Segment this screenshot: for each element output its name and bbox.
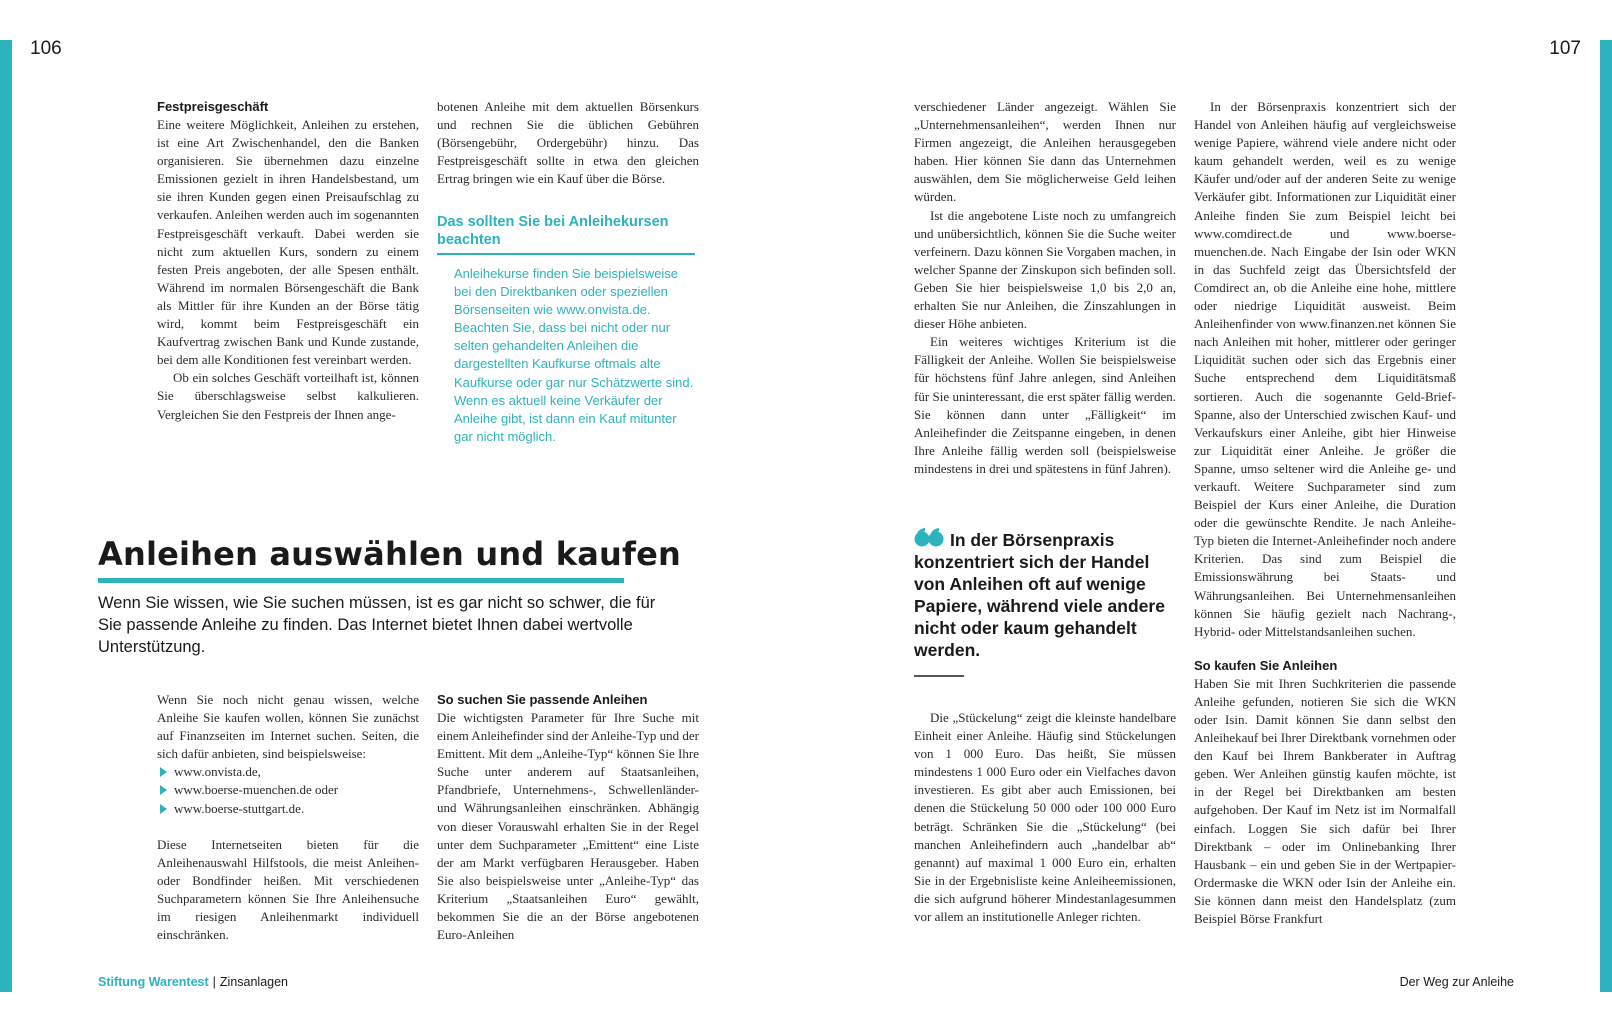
paragraph: Diese Internetseiten bieten für die Anleihenauswahl Hilfstools, die meist Anleihen- oder Bondfinder heißen. Mit verschiedenen Suchparametern können Sie Ihre Anleihensuche im riesigen Anleihenmarkt individuell einschränken.: [157, 836, 419, 943]
website-list-item: www.boerse-muenchen.de oder: [157, 781, 419, 799]
website-list-item: www.boerse-stuttgart.de.: [157, 800, 419, 818]
paragraph: In der Börsenpraxis konzentriert sich der Handel von Anleihen häufig auf vergleichsweise wenige Papiere, während viele andere nicht oder kaum gehandelt werden, weil es zu wenige Käufer und/oder auf der anderen Seite zu wenige Verkäufer gibt. Informationen zur Liquidität einer Anleihe finden Sie zum Beispiel leicht bei www.comdirect.de und www.boerse-muenchen.de. Nach Eingabe der Isin oder WKN in das Suchfeld zeigt das Übersichtsfeld der Comdirect an, ob die Anleihe eine hohe, mittlere oder niedrige Liquidität ausweist. Beim Anleihenfinder von www.finanzen.net können Sie nach Anleihen mit hoher, mittlerer oder geringer Liquidität suchen oder sich das Ergebnis einer Suche entsprechend dem Liquiditätsmaß sortieren. Auch die sogenannte Geld-Brief-Spanne, also der Unterschied zwischen Kauf- und Verkaufskurs einer Anleihe, gibt hier Hinweise zur Liquidität einer Anleihe. Je größer die Spanne, umso seltener wird die Anleihe ge- und verkauft. Weitere Suchparameter sind zum Beispiel der Kurs einer Anleihe, die Duration oder die gewünschte Rendite. Je nach Anleihe-Typ bieten die Internet-Anleihefinder noch andere Kriterien. Das sind zum Beispiel die Emissionswährung bei Staats- und Währungsanleihen. Bei Unternehmensanleihen können Sie häufig gezielt nach Nachrang-, Hybrid- oder Mittelstandsanleihen suchen.: [1194, 99, 1456, 639]
left-top-column-2: [437, 98, 699, 188]
paragraph: Wenn Sie noch nicht genau wissen, welche Anleihe Sie kaufen wollen, können Sie zunächst auf Finanzseiten im Internet suchen. Seiten, die sich dafür anbieten, sind beispielsweise:: [157, 692, 419, 762]
page-edge-left: [0, 40, 12, 992]
pull-quote: [914, 528, 1176, 661]
page-edge-right: [1600, 40, 1612, 992]
page-number-right: 107: [1549, 38, 1581, 59]
footer-book-title: Zinsanlagen: [219, 975, 289, 989]
section-lead: Wenn Sie wissen, wie Sie suchen müssen, ist es gar nicht so schwer, die für Sie passende Anleihe zu finden. Das Internet bietet Ihnen dabei wertvolle Unterstützung.: [98, 594, 656, 656]
website-list: [157, 763, 419, 817]
search-heading: So suchen Sie passende Anleihen: [437, 692, 648, 707]
paragraph: Haben Sie mit Ihren Suchkriterien die passende Anleihe gefunden, notieren Sie sich die WKN oder Isin. Damit können Sie dann selbst den Anleihekauf bei Ihrer Direktbank vornehmen oder den Kauf bei Ihrem Bankberater in Auftrag geben. Wer Anleihen günstig kaufen möchte, ist in der Regel bei Direktbanken am besten aufgehoben. Der Kauf im Netz ist im Normalfall einfach. Loggen Sie sich dafür bei Ihrer Direktbank – oder im Onlinebanking Ihrer Hausbank – ein und geben Sie in der Wertpapier-Ordermaske die WKN oder Isin der Anleihe ein. Sie können dann meist den Handelsplatz (zum Beispiel Börse Frankfurt: [1194, 675, 1456, 927]
footer-left: [98, 975, 288, 989]
footer-separator: |: [212, 975, 216, 989]
tip-title: Das sollten Sie bei Anleihekursen beachten: [437, 213, 695, 255]
website-list-item: www.onvista.de,: [157, 763, 419, 781]
footer-right: Der Weg zur Anleihe: [1399, 975, 1514, 989]
right-column-2: [1194, 98, 1456, 928]
pull-quote-text: In der Börsenpraxis konzentriert sich der Handel von Anleihen oft auf wenige Papiere, während viele andere nicht oder kaum gehandelt werden.: [914, 530, 1165, 660]
left-bottom-column-1: [157, 691, 419, 944]
festpreis-heading: Festpreisgeschäft: [157, 99, 269, 114]
paragraph: Ein weiteres wichtiges Kriterium ist die Fälligkeit der Anleihe. Wollen Sie beispielsweise für höchstens fünf Jahre anlegen, sind Anleihen für Sie uninteressant, die erst später fällig werden. Sie können dann unter „Fälligkeit“ im Anleihefinder die Zeitspanne eingeben, in denen Ihre Anleihe fällig werden soll (beispielsweise mindestens in drei und spätestens in fünf Jahren).: [914, 334, 1176, 476]
paragraph: Die „Stückelung“ zeigt die kleinste handelbare Einheit einer Anleihe. Häufig sind Stückelungen von 1 000 Euro. Das heißt, Sie müssen mindestens 1 000 Euro oder ein Vielfaches davon investieren. Es gibt aber auch Emissionen, bei denen die Stückelung 50 000 oder 100 000 Euro beträgt. Schränken Sie die „Stückelung“ (bei manchen Anleihefindern auch „handelbar ab“ genannt) auf maximal 1 000 Euro ein, erhalten Sie in der Ergebnisliste keine Anleiheemissionen, die sich aufgrund höherer Mindestanlagesummen vor allem an institutionelle Anleger richten.: [914, 710, 1176, 925]
section-headline: Anleihen auswählen und kaufen: [98, 535, 682, 573]
headline-rule: [98, 578, 624, 583]
buy-heading: So kaufen Sie Anleihen: [1194, 657, 1338, 673]
right-column-1-lower: [914, 709, 1176, 926]
page-number-left: 106: [30, 38, 62, 59]
paragraph: Ist die angebotene Liste noch zu umfangreich und unübersichtlich, können Sie die Suche weiter verfeinern. Dazu können Sie Vorgaben machen, in welcher Spanne der Zinskupon sich befinden soll. Geben Sie hier beispielsweise 1,0 bis 2,0 an, erhalten Sie nur Anleihen, die Zinszahlungen in dieser Höhe anbieten.: [914, 207, 1176, 332]
paragraph: Die wichtigsten Parameter für Ihre Suche mit einem Anleihefinder sind der Anleihe-Typ und der Emittent. Mit dem „Anleihe-Typ“ können Sie Ihre Suche unter anderem auf Staatsanleihen, Pfandbriefe, Unternehmens-, Schwellenländer- und Währungsanleihen einschränken. Abhängig von dieser Vorauswahl erhalten Sie in der Regel unter dem Suchparameter „Emittent“ eine Liste der am Markt verfügbaren Herausgeber. Haben Sie also beispielsweise unter „Anleihe-Typ“ das Kriterium „Staatsanleihen Euro“ gewählt, bekommen Sie die an der Börse angebotenen Euro-Anleihen: [437, 710, 699, 943]
pull-quote-rule: [914, 675, 964, 677]
tip-text: Anleihekurse finden Sie beispielsweise bei den Direktbanken oder speziellen Börsenseiten wie www.onvista.de. Beachten Sie, dass bei nicht oder nur selten gehandelten Anleihen die dargestellten Kaufkurse oftmals alte Kaufkurse oder gar nur Schätzwerte sind. Wenn es aktuell keine Verkäufer der Anleihe gibt, ist dann ein Kauf mitunter gar nicht möglich.: [454, 266, 694, 444]
right-column-1: [914, 98, 1176, 478]
tip-box: [437, 213, 695, 446]
paragraph: Eine weitere Möglichkeit, Anleihen zu erstehen, ist eine Art Zwischenhandel, den die Banken organisieren. Sie übernehmen dazu einzelne Emissionen gezielt in ihren Handelsbestand, um sie ihren Kunden gegen einen Preisaufschlag zu verkaufen. Anleihen werden auch im sogenannten Festpreisgeschäft verkauft. Dabei werden sie nicht zum aktuellen Kurs, sondern zu einem festen Preis angeboten, der alle Spesen enthält. Während im normalen Börsengeschäft die Bank als Mittler für ihre Kunden an der Börse tätig wird, kommt beim Festpreisgeschäft ein Kaufvertrag zwischen Bank und Kunde zustande, bei dem alle Konditionen fest vereinbart werden.: [157, 117, 419, 368]
paragraph: verschiedener Länder angezeigt. Wählen Sie „Unternehmensanleihen“, werden Ihnen nur Firmen angezeigt, die Anleihen herausgegeben haben. Hier können Sie dann das Unternehmen auswählen, dem Sie möglicherweise Geld leihen würden.: [914, 99, 1176, 205]
paragraph: botenen Anleihe mit dem aktuellen Börsenkurs und rechnen Sie die üblichen Gebühren (Börsengebühr, Ordergebühr) hinzu. Das Festpreisgeschäft sollte in etwa den gleichen Ertrag bringen wie ein Kauf über die Börse.: [437, 99, 699, 187]
paragraph: Ob ein solches Geschäft vorteilhaft ist, können Sie überschlagsweise selbst kalkulieren. Vergleichen Sie den Festpreis der Ihnen ange-: [157, 370, 419, 422]
left-bottom-column-2: [437, 691, 699, 944]
quote-mark-icon: [914, 528, 944, 548]
footer-brand: Stiftung Warentest: [98, 975, 209, 989]
left-top-column-1: [157, 98, 419, 424]
